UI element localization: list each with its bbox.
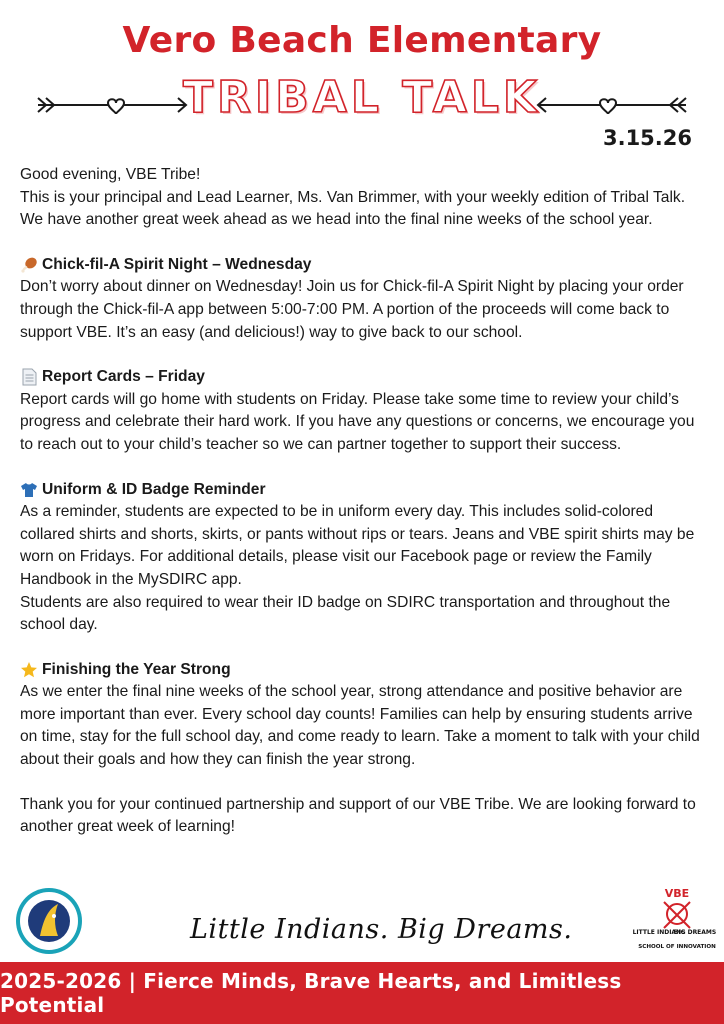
newsletter-title: TRIBAL TALK bbox=[183, 72, 541, 123]
closing-paragraph: Thank you for your continued partnership and support of our VBE Tribe. We are looking forward to another great week of learning! bbox=[20, 795, 696, 836]
section-title bbox=[20, 479, 710, 502]
section-title bbox=[20, 659, 710, 682]
issue-date: 3.15.26 bbox=[602, 126, 692, 150]
footer-banner-text: 2025-2026 | Fierce Minds, Brave Hearts, and Limitless Potential bbox=[0, 969, 622, 1017]
closing-section bbox=[20, 794, 710, 839]
school-name: Vero Beach Elementary bbox=[122, 20, 602, 61]
section-title bbox=[20, 254, 710, 277]
section-finishing-strong bbox=[20, 659, 710, 772]
greeting: Good evening, VBE Tribe! bbox=[20, 166, 201, 183]
star-icon bbox=[20, 661, 38, 679]
section-paragraph: Students are also required to wear their ID badge on SDIRC transportation and throughout the school day. bbox=[20, 593, 671, 634]
section-paragraph: As we enter the final nine weeks of the school year, strong attendance and positive behavior are more important than ever. Every school day counts! Families can help by ensuring students arrive on time, stay for the full school day, and come ready to learn. Take a moment to talk with your child about their goals and how they can finish the year strong. bbox=[20, 683, 700, 769]
section-paragraph: As a reminder, students are expected to be in uniform every day. This includes solid-colored collared shirts and shorts, skirts, or pants without rips or tears. Jeans and VBE spirit shirts may be worn on Fridays. For additional details, please visit our Facebook page or review the Family Handbook in the MySDIRC app. bbox=[20, 503, 695, 588]
section-title-text: Uniform & ID Badge Reminder bbox=[42, 480, 266, 498]
intro-paragraph: This is your principal and Lead Learner, Ms. Van Brimmer, with your weekly edition of Tribal Talk. We have another great week ahead as we head into the final nine weeks of the school year. bbox=[20, 188, 686, 229]
shirt-icon bbox=[20, 481, 38, 499]
logo-right-text: BIG DREAMS bbox=[673, 929, 717, 936]
logo-left-text: LITTLE INDIANS bbox=[632, 929, 686, 936]
section-title-text: Report Cards – Friday bbox=[42, 368, 205, 386]
heart-arrow-right-icon bbox=[534, 94, 688, 116]
document-icon bbox=[20, 368, 38, 386]
section-paragraph: Don’t worry about dinner on Wednesday! Join us for Chick-fil-A Spirit Night by placing your order through the Chick-fil-A app between 5:00-7:00 PM. A portion of the proceeds will come back to support VBE. It’s an easy (and delicious!) way to give back to our school. bbox=[20, 278, 684, 341]
section-uniform bbox=[20, 479, 710, 637]
moonshot-school-logo bbox=[14, 886, 84, 956]
tagline: Little Indians. Big Dreams. bbox=[190, 914, 573, 945]
drumstick-icon bbox=[20, 256, 38, 274]
logo-top-text: VBE bbox=[664, 887, 690, 900]
section-spirit-night bbox=[20, 254, 710, 344]
logo-bottom-text: SCHOOL OF INNOVATION bbox=[638, 944, 716, 950]
section-title-text: Chick-fil-A Spirit Night – Wednesday bbox=[42, 255, 312, 273]
vbe-school-of-innovation-logo bbox=[632, 884, 717, 954]
newsletter-body bbox=[20, 164, 710, 839]
section-title bbox=[20, 366, 710, 389]
section-paragraph: Report cards will go home with students on Friday. Please take some time to review your child’s progress and celebrate their hard work. If you have any questions or concerns, we encourage you to reach out to your child’s teacher so we can partner together to support their success. bbox=[20, 390, 695, 453]
section-title-text: Finishing the Year Strong bbox=[42, 660, 231, 678]
section-report-cards bbox=[20, 366, 710, 456]
footer-banner bbox=[0, 962, 724, 1024]
